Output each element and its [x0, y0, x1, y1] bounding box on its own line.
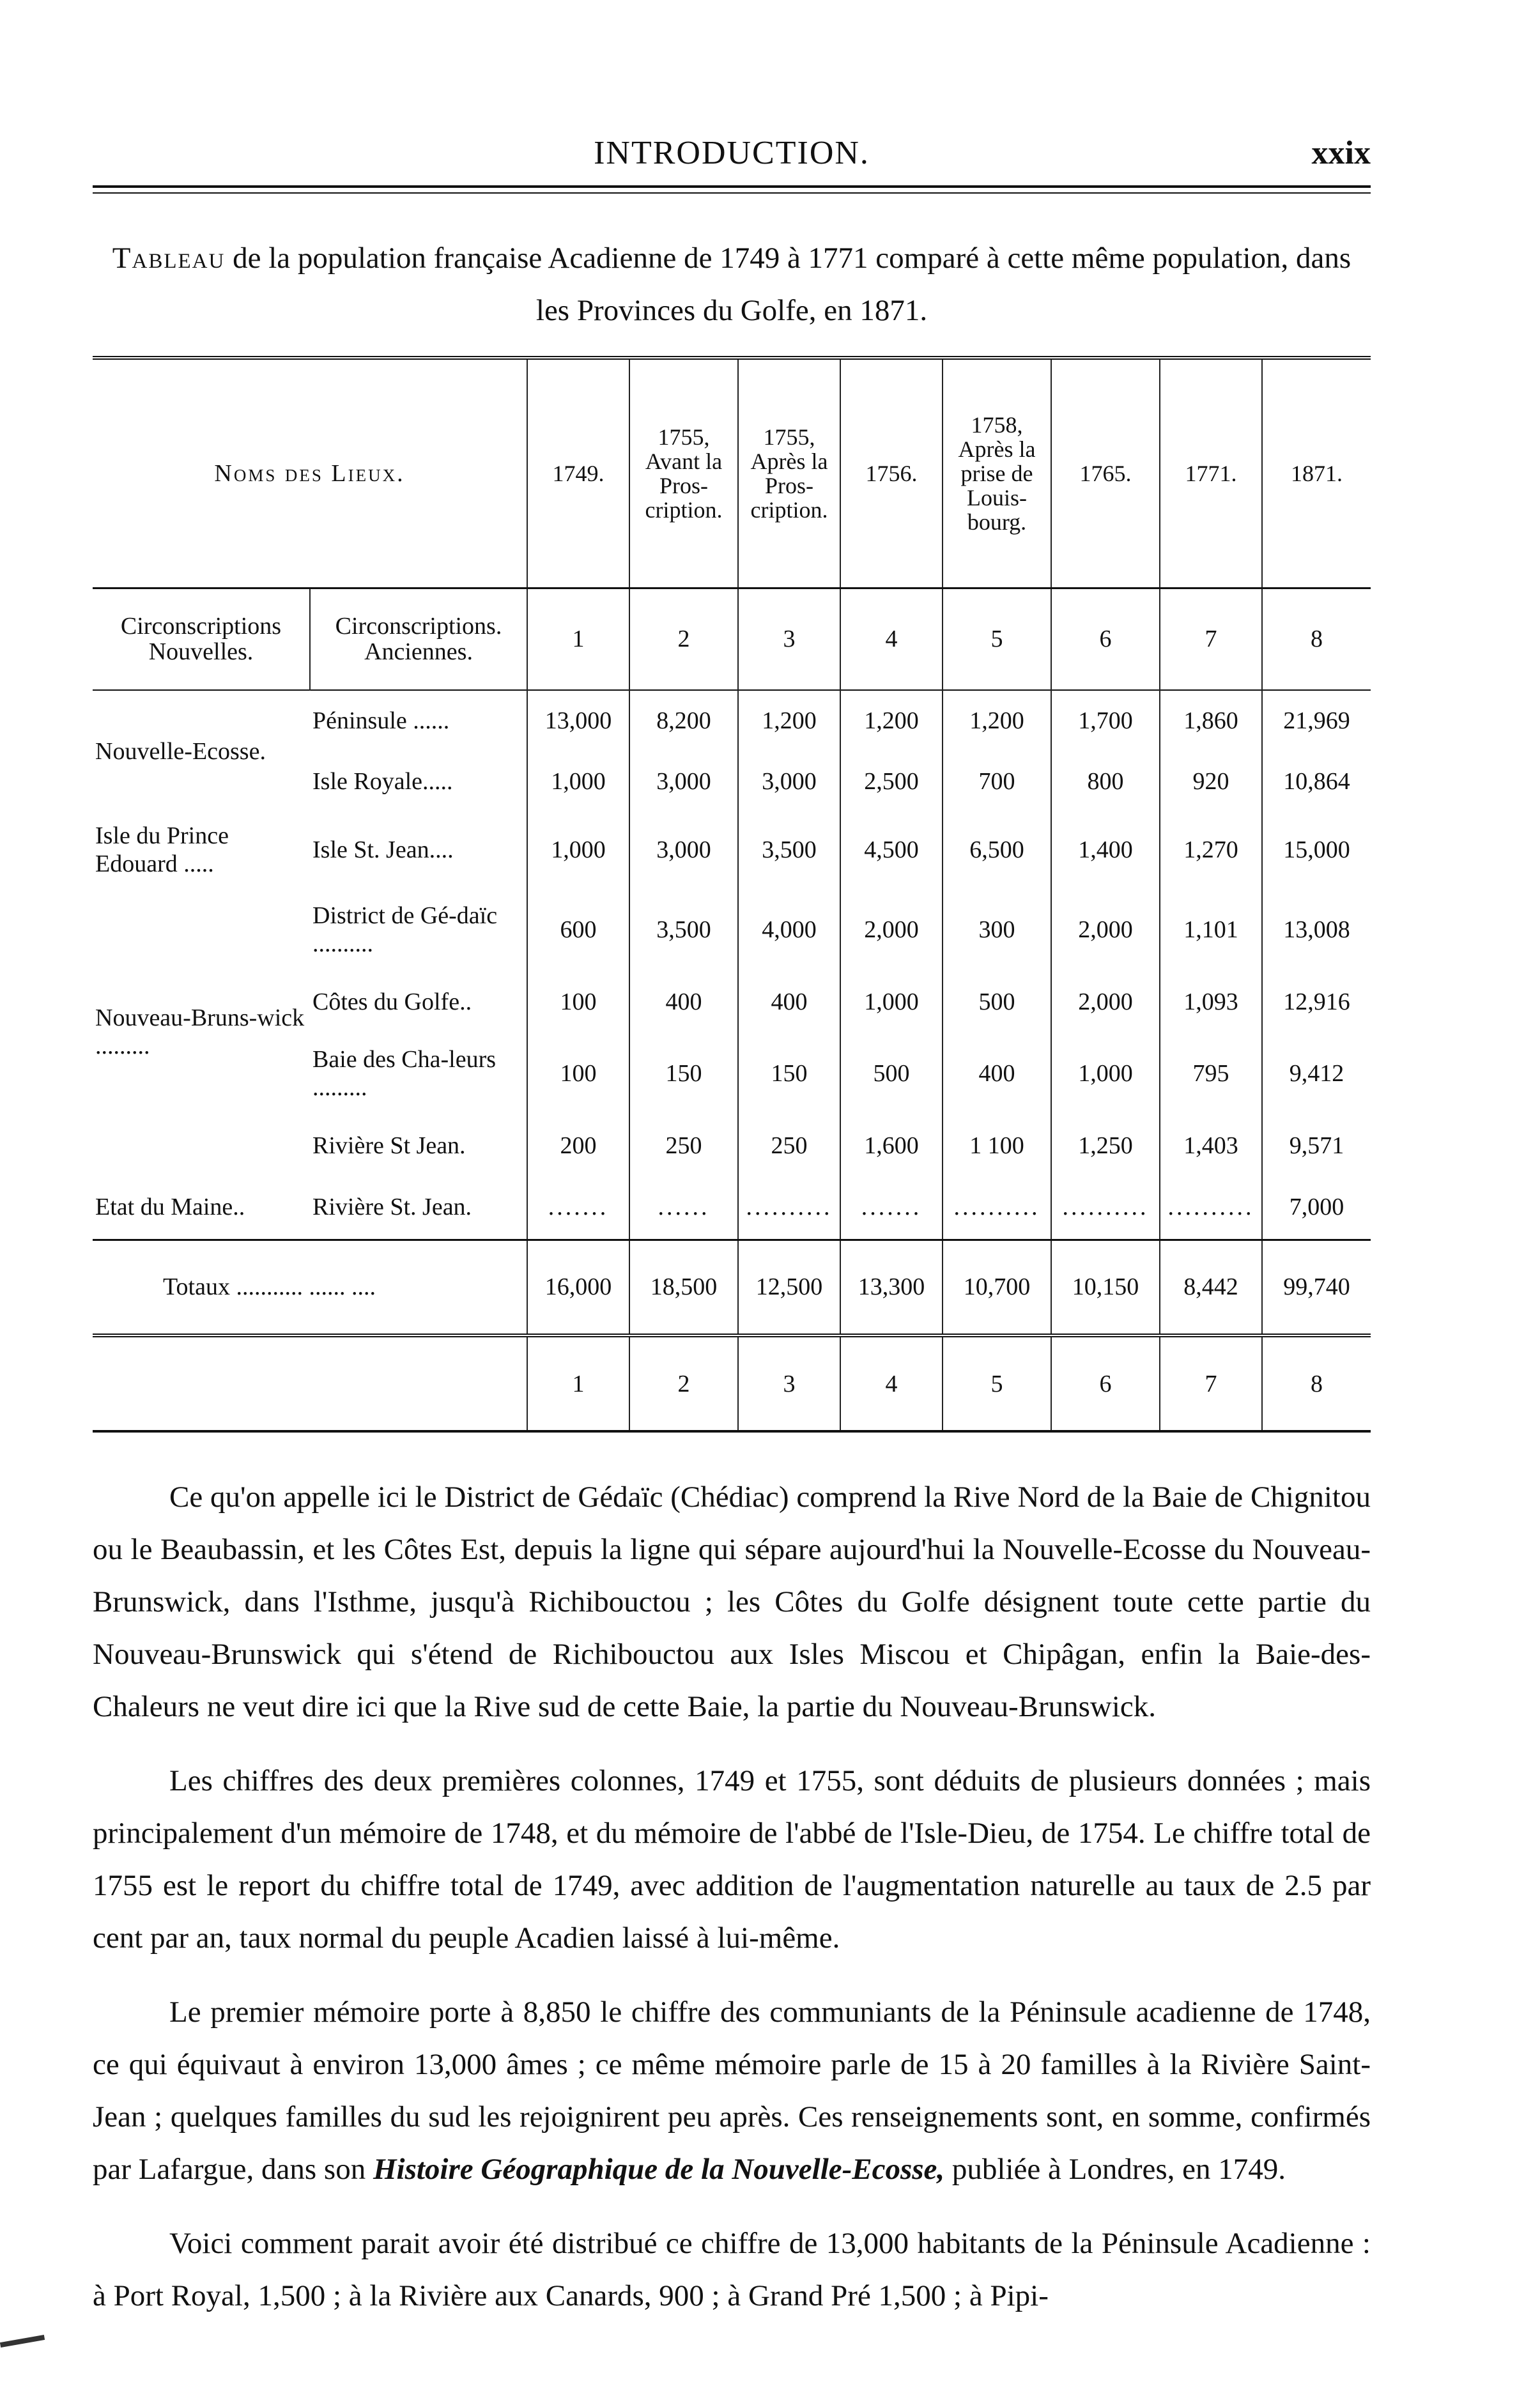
- value-cell: 920: [1160, 751, 1262, 811]
- value-cell: 600: [527, 888, 629, 971]
- value-cell: 1 100: [943, 1115, 1051, 1176]
- col-number: 3: [738, 588, 840, 690]
- value-cell: 400: [629, 971, 738, 1032]
- margin-mark: [0, 2335, 45, 2348]
- value-cell: 1,400: [1051, 811, 1160, 888]
- total-cell: 10,700: [943, 1240, 1051, 1335]
- col-number: 1: [527, 1335, 629, 1431]
- circ-anciennes: Circonscriptions. Anciennes.: [310, 588, 527, 690]
- header-col-5: 1758, Après la prise de Louis-bourg.: [943, 358, 1051, 588]
- table-caption: [93, 232, 1371, 337]
- value-cell: 1,600: [840, 1115, 943, 1176]
- caption-lead: Tableau: [112, 242, 226, 275]
- value-cell: 700: [943, 751, 1051, 811]
- place-name: Rivière St. Jean.: [312, 1194, 472, 1221]
- col-number: 4: [840, 588, 943, 690]
- value-cell: 3,000: [629, 811, 738, 888]
- value-cell: 13,008: [1262, 888, 1371, 971]
- value-cell: 100: [527, 971, 629, 1032]
- value-cell: ..........: [943, 1176, 1051, 1240]
- totals-row: [93, 1240, 1371, 1335]
- value-cell: 8,200: [629, 690, 738, 751]
- value-cell: 1,200: [738, 690, 840, 751]
- population-table: [93, 356, 1371, 1433]
- value-cell: 3,000: [738, 751, 840, 811]
- value-cell: ......: [629, 1176, 738, 1240]
- col-number: 8: [1262, 588, 1371, 690]
- col-number: 4: [840, 1335, 943, 1431]
- value-cell: 4,500: [840, 811, 943, 888]
- value-cell: 1,000: [527, 811, 629, 888]
- value-cell: 795: [1160, 1032, 1262, 1115]
- paragraph-text: publiée à Londres, en 1749.: [944, 2153, 1286, 2186]
- value-cell: 400: [738, 971, 840, 1032]
- value-cell: 2,000: [1051, 971, 1160, 1032]
- header-col-8: 1871.: [1262, 358, 1371, 588]
- total-cell: 13,300: [840, 1240, 943, 1335]
- place-name: Baie des Cha-leurs .........: [312, 1046, 497, 1101]
- value-cell: 150: [738, 1032, 840, 1115]
- value-cell: 1,860: [1160, 690, 1262, 751]
- value-cell: 1,700: [1051, 690, 1160, 751]
- value-cell: ..........: [1160, 1176, 1262, 1240]
- circ-nouvelles: Circonscriptions Nouvelles.: [93, 588, 310, 690]
- table-row: [93, 811, 1371, 888]
- head-rule: [93, 185, 1371, 194]
- place-name: Rivière St Jean.: [312, 1132, 466, 1159]
- place-name: Côtes du Golfe..: [312, 988, 472, 1015]
- col-number: 5: [943, 1335, 1051, 1431]
- paragraph-text: Le premier mémoire porte à 8,850 le chiffre des communiants de la Péninsule acadienne de 1748, ce qui équivaut à environ 13,000 âmes ; ce même mémoire parle de 15 à 20 familles à la Rivière Saint-Jean ; quelques familles du sud les rejoignirent peu après. Ces renseignements sont, en somme, confirmés par Lafargue, dans son: [93, 1995, 1371, 2186]
- value-cell: 200: [527, 1115, 629, 1176]
- value-cell: 1,000: [840, 971, 943, 1032]
- total-cell: 8,442: [1160, 1240, 1262, 1335]
- header-col-7: 1771.: [1160, 358, 1262, 588]
- value-cell: 1,101: [1160, 888, 1262, 971]
- paragraph: Ce qu'on appelle ici le District de Gédaïc (Chédiac) comprend la Rive Nord de la Baie de Chignitou ou le Beaubassin, et les Côtes Est, depuis la ligne qui sépare aujourd'hui la Nouvelle-Ecosse du Nouveau-Brunswick, dans l'Isthme, jusqu'à Richibouctou ; les Côtes du Golfe désignent toute cette partie du Nouveau-Brunswick qui s'étend de Richibouctou aux Isles Miscou et Chipâgan, enfin la Baie-des-Chaleurs ne veut dire ici que la Rive sud de cette Baie, la partie du Nouveau-Brunswick.: [93, 1480, 1371, 1723]
- value-cell: 1,250: [1051, 1115, 1160, 1176]
- total-cell: 18,500: [629, 1240, 738, 1335]
- header-col-6: 1765.: [1051, 358, 1160, 588]
- value-cell: 2,500: [840, 751, 943, 811]
- value-cell: 9,571: [1262, 1115, 1371, 1176]
- col-number: 1: [527, 588, 629, 690]
- paragraph: Les chiffres des deux premières colonnes, 1749 et 1755, sont déduits de plusieurs données ; mais principalement d'un mémoire de 1748, et du mémoire de l'abbé de l'Isle-Dieu, de 1754. Le chiffre total de 1755 est le report du chiffre total de 1749, avec addition de l'augmentation naturelle au taux de 2.5 par cent par an, taux normal du peuple Acadien laissé à lui-même.: [93, 1764, 1371, 1955]
- footer-numbers-row: [93, 1335, 1371, 1431]
- col-number: 6: [1051, 588, 1160, 690]
- value-cell: .......: [527, 1176, 629, 1240]
- table-row: [93, 888, 1371, 971]
- col-number: 3: [738, 1335, 840, 1431]
- value-cell: 250: [629, 1115, 738, 1176]
- header-col-3: 1755, Après la Pros-cription.: [738, 358, 840, 588]
- value-cell: 400: [943, 1032, 1051, 1115]
- value-cell: 1,000: [527, 751, 629, 811]
- col-number: 5: [943, 588, 1051, 690]
- page-number: xxix: [1311, 135, 1371, 171]
- paragraph: [93, 1986, 1371, 2195]
- group-name: Etat du Maine..: [95, 1194, 245, 1221]
- value-cell: 3,000: [629, 751, 738, 811]
- value-cell: 1,270: [1160, 811, 1262, 888]
- place-name: Isle St. Jean....: [312, 836, 454, 863]
- value-cell: 150: [629, 1032, 738, 1115]
- value-cell: 7,000: [1262, 1176, 1371, 1240]
- value-cell: 100: [527, 1032, 629, 1115]
- value-cell: 15,000: [1262, 811, 1371, 888]
- value-cell: 1,200: [840, 690, 943, 751]
- value-cell: 6,500: [943, 811, 1051, 888]
- col-number: 6: [1051, 1335, 1160, 1431]
- value-cell: 500: [840, 1032, 943, 1115]
- header-col-1: 1749.: [527, 358, 629, 588]
- body-text: [93, 1471, 1371, 2322]
- place-name: Péninsule ......: [310, 690, 527, 751]
- value-cell: 500: [943, 971, 1051, 1032]
- page: [93, 109, 1371, 2344]
- value-cell: ..........: [1051, 1176, 1160, 1240]
- col-number: 2: [629, 588, 738, 690]
- value-cell: 1,403: [1160, 1115, 1262, 1176]
- header-row: [93, 358, 1371, 588]
- group-name: Isle du Prince Edouard .....: [95, 822, 229, 877]
- circ-row: [93, 588, 1371, 690]
- value-cell: ..........: [738, 1176, 840, 1240]
- caption-text: de la population française Acadienne de 1749 à 1771 comparé à cette même population, dans les Provinces du Golfe, en 1871.: [225, 242, 1351, 327]
- value-cell: 12,916: [1262, 971, 1371, 1032]
- value-cell: 1,093: [1160, 971, 1262, 1032]
- value-cell: 21,969: [1262, 690, 1371, 751]
- value-cell: 2,000: [1051, 888, 1160, 971]
- header-col-4: 1756.: [840, 358, 943, 588]
- place-name: District de Gé-daïc ..........: [312, 902, 498, 957]
- value-cell: 3,500: [738, 811, 840, 888]
- col-number: 7: [1160, 1335, 1262, 1431]
- group-name: Nouvelle-Ecosse.: [93, 690, 310, 811]
- value-cell: 2,000: [840, 888, 943, 971]
- running-head: [93, 109, 1371, 179]
- value-cell: 13,000: [527, 690, 629, 751]
- header-col-2: 1755, Avant la Pros-cription.: [629, 358, 738, 588]
- group-name: Nouveau-Bruns-wick .........: [95, 1004, 305, 1059]
- value-cell: 800: [1051, 751, 1160, 811]
- value-cell: .......: [840, 1176, 943, 1240]
- col-number: 8: [1262, 1335, 1371, 1431]
- running-title: INTRODUCTION.: [594, 135, 870, 171]
- value-cell: 300: [943, 888, 1051, 971]
- value-cell: 1,200: [943, 690, 1051, 751]
- total-cell: 10,150: [1051, 1240, 1160, 1335]
- table-row: [93, 1176, 1371, 1240]
- value-cell: 9,412: [1262, 1032, 1371, 1115]
- value-cell: 1,000: [1051, 1032, 1160, 1115]
- col-number: 2: [629, 1335, 738, 1431]
- total-cell: 99,740: [1262, 1240, 1371, 1335]
- table-row: [93, 690, 1371, 751]
- value-cell: 3,500: [629, 888, 738, 971]
- book-title: Histoire Géographique de la Nouvelle-Ecosse,: [373, 2153, 945, 2186]
- value-cell: 4,000: [738, 888, 840, 971]
- place-name: Isle Royale.....: [312, 767, 453, 795]
- total-cell: 16,000: [527, 1240, 629, 1335]
- totals-label: Totaux ........... ...... ....: [93, 1240, 527, 1335]
- paragraph: Voici comment parait avoir été distribué ce chiffre de 13,000 habitants de la Péninsule Acadienne : à Port Royal, 1,500 ; à la Rivière aux Canards, 900 ; à Grand Pré 1,500 ; à Pipi-: [93, 2227, 1371, 2312]
- header-noms: Noms des Lieux.: [93, 358, 527, 588]
- total-cell: 12,500: [738, 1240, 840, 1335]
- col-number: 7: [1160, 588, 1262, 690]
- value-cell: 250: [738, 1115, 840, 1176]
- value-cell: 10,864: [1262, 751, 1371, 811]
